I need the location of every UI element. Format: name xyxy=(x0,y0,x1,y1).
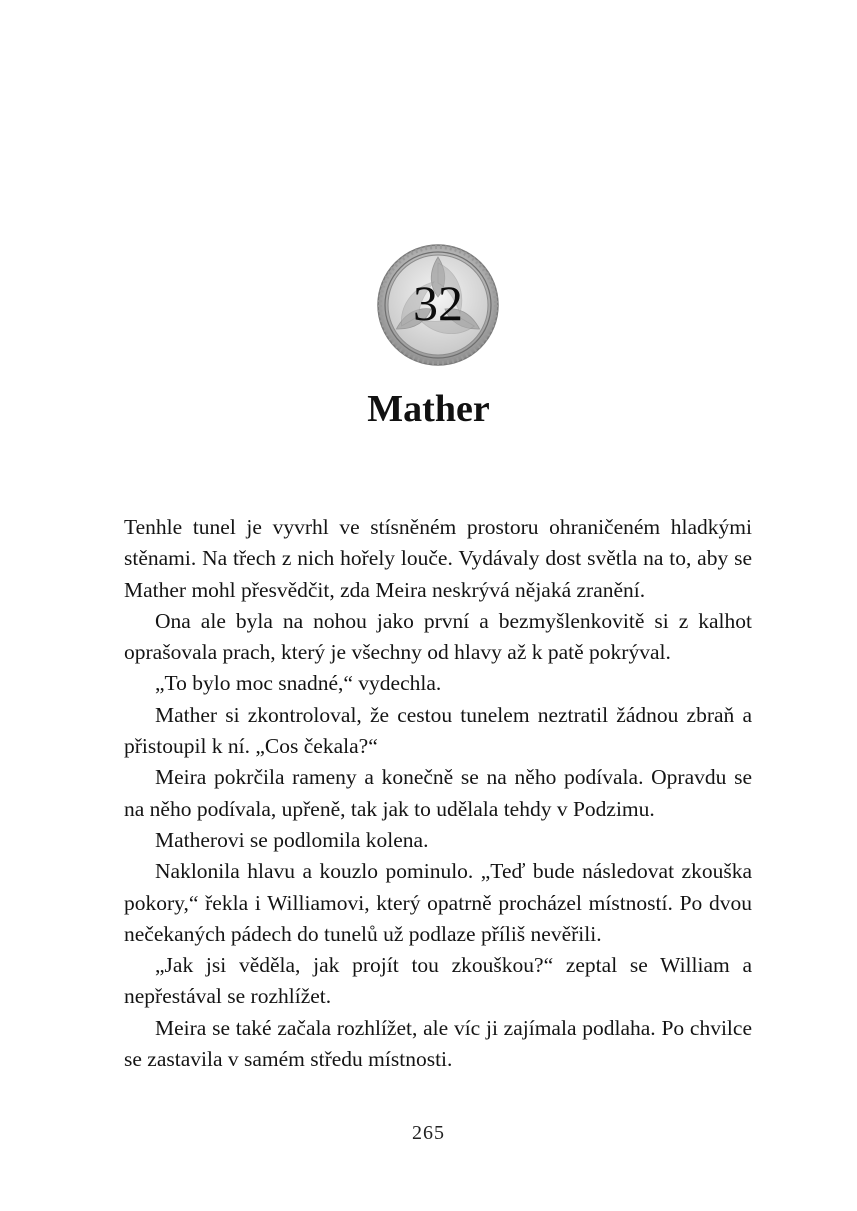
paragraph: Mather si zkontroloval, že cestou tunelem neztratil žádnou zbraň a přistoupil k ní. „Cos čekala?“ xyxy=(124,702,752,759)
page-number: 265 xyxy=(412,1122,445,1144)
chapter-number: 32 xyxy=(413,275,463,331)
paragraph: Matherovi se podlomila kolena. xyxy=(155,827,429,852)
paragraph: Tenhle tunel je vyvrhl ve stísněném prostoru ohraničeném hladkými stěnami. Na třech z nich hořely louče. Vydávaly dost světla na to, aby se Mather mohl přesvědčit, zda Meira neskrývá nějaká zranění. xyxy=(124,515,752,602)
paragraph: Meira pokrčila rameny a konečně se na něho podívala. Opravdu se na něho podívala, upřeně, tak jak to udělala tehdy v Podzimu. xyxy=(124,765,752,821)
paragraph: Naklonila hlavu a kouzlo pominulo. „Teď bude následovat zkouška pokory,“ řekla i Williamovi, který opatrně procházel místností. Po dvou nečekaných pádech do tunelů už podlaze příliš nevěřili. xyxy=(124,859,752,946)
paragraph: „To bylo moc snadné,“ vydechla. xyxy=(155,671,442,696)
paragraph: Ona ale byla na nohou jako první a bezmyšlenkovitě si z kalhot oprašovala prach, který je všechny od hlavy až k patě pokrýval. xyxy=(124,608,752,665)
chapter-body xyxy=(124,512,752,1075)
paragraph: Meira se také začala rozhlížet, ale víc ji zajímala podlaha. Po chvilce se zastavila v samém středu místnosti. xyxy=(124,1015,752,1072)
chapter-title: Mather xyxy=(367,388,490,430)
paragraph: „Jak jsi věděla, jak projít tou zkouškou?“ zeptal se William a nepřestával se rozhlížet. xyxy=(124,953,752,1009)
